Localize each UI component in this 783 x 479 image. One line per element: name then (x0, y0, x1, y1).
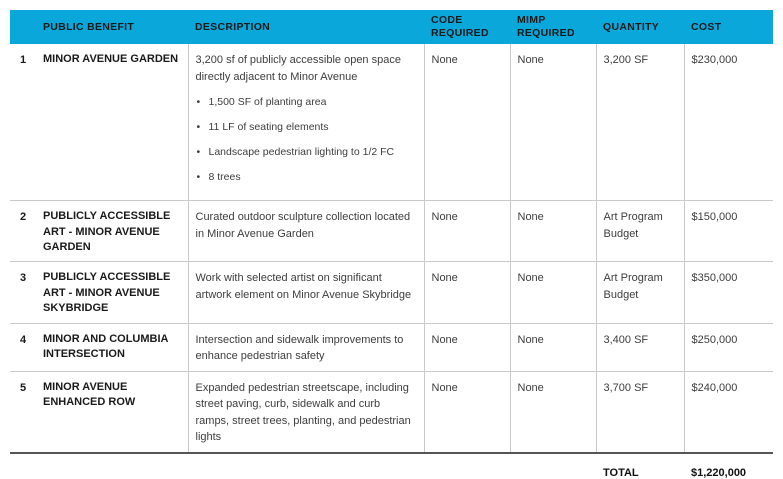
header-quantity: QUANTITY (596, 10, 684, 44)
code-required-value: None (424, 262, 510, 323)
quantity-value: Art Program Budget (596, 262, 684, 323)
row-number: 4 (20, 333, 27, 346)
mimp-required-value: None (510, 262, 596, 323)
header-mimp-required: MIMP REQUIRED (510, 10, 596, 44)
cost-value: $350,000 (684, 262, 773, 323)
table-row (10, 371, 773, 453)
quantity-value: 3,700 SF (596, 371, 684, 453)
benefit-name: PUBLICLY ACCESSIBLE ART - MINOR AVENUE SKYBRIDGE (43, 271, 171, 315)
public-benefits-table (10, 10, 773, 479)
row-number: 1 (20, 54, 27, 67)
bullet-item: • 11 LF of seating elements (196, 120, 416, 136)
bullet-item: • 1,500 SF of planting area (196, 95, 416, 111)
description-bullet-list (196, 95, 416, 185)
benefit-name: MINOR AND COLUMBIA INTERSECTION (43, 332, 169, 360)
cost-value: $150,000 (684, 201, 773, 262)
description-text: 3,200 sf of publicly accessible open space directly adjacent to Minor Avenue (195, 54, 401, 83)
benefit-description: Work with selected artist on significant artwork element on Minor Avenue Skybridge (188, 262, 424, 323)
row-number: 3 (20, 272, 27, 285)
benefit-description: Curated outdoor sculpture collection located in Minor Avenue Garden (188, 201, 424, 262)
table-row (10, 201, 773, 262)
mimp-required-value: None (510, 201, 596, 262)
mimp-required-value: None (510, 44, 596, 201)
benefit-name: PUBLICLY ACCESSIBLE ART - MINOR AVENUE GARDEN (43, 210, 171, 254)
header-description: DESCRIPTION (188, 10, 424, 44)
benefit-description: Intersection and sidewalk improvements to enhance pedestrian safety (188, 323, 424, 371)
table-row (10, 262, 773, 323)
quantity-value: 3,200 SF (596, 44, 684, 201)
quantity-value: 3,400 SF (596, 323, 684, 371)
header-code-required: CODE REQUIRED (424, 10, 510, 44)
benefit-name: MINOR AVENUE ENHANCED ROW (43, 380, 136, 408)
row-number: 5 (20, 381, 27, 394)
row-number: 2 (20, 211, 27, 224)
code-required-value: None (424, 44, 510, 201)
mimp-required-value: None (510, 371, 596, 453)
code-required-value: None (424, 371, 510, 453)
cost-value: $240,000 (684, 371, 773, 453)
total-value: $1,220,000 (691, 466, 747, 479)
table-header-row (10, 10, 773, 44)
benefit-description: Expanded pedestrian streetscape, including street paving, curb, sidewalk and curb ramps, street trees, planting, and pedestrian lights (188, 371, 424, 453)
bullet-item: • Landscape pedestrian lighting to 1/2 FC (196, 145, 416, 161)
bullet-item: • 8 trees (196, 170, 416, 186)
header-cost: COST (684, 10, 773, 44)
mimp-required-value: None (510, 323, 596, 371)
table-footer-row (10, 453, 773, 479)
table-row (10, 323, 773, 371)
cost-value: $250,000 (684, 323, 773, 371)
header-public-benefit: PUBLIC BENEFIT (36, 10, 188, 44)
table-row (10, 44, 773, 201)
benefit-description (188, 44, 424, 201)
code-required-value: None (424, 201, 510, 262)
benefit-name: MINOR AVENUE GARDEN (43, 53, 179, 66)
code-required-value: None (424, 323, 510, 371)
header-number (10, 10, 36, 44)
quantity-value: Art Program Budget (596, 201, 684, 262)
cost-value: $230,000 (684, 44, 773, 201)
total-label: TOTAL (603, 466, 639, 479)
